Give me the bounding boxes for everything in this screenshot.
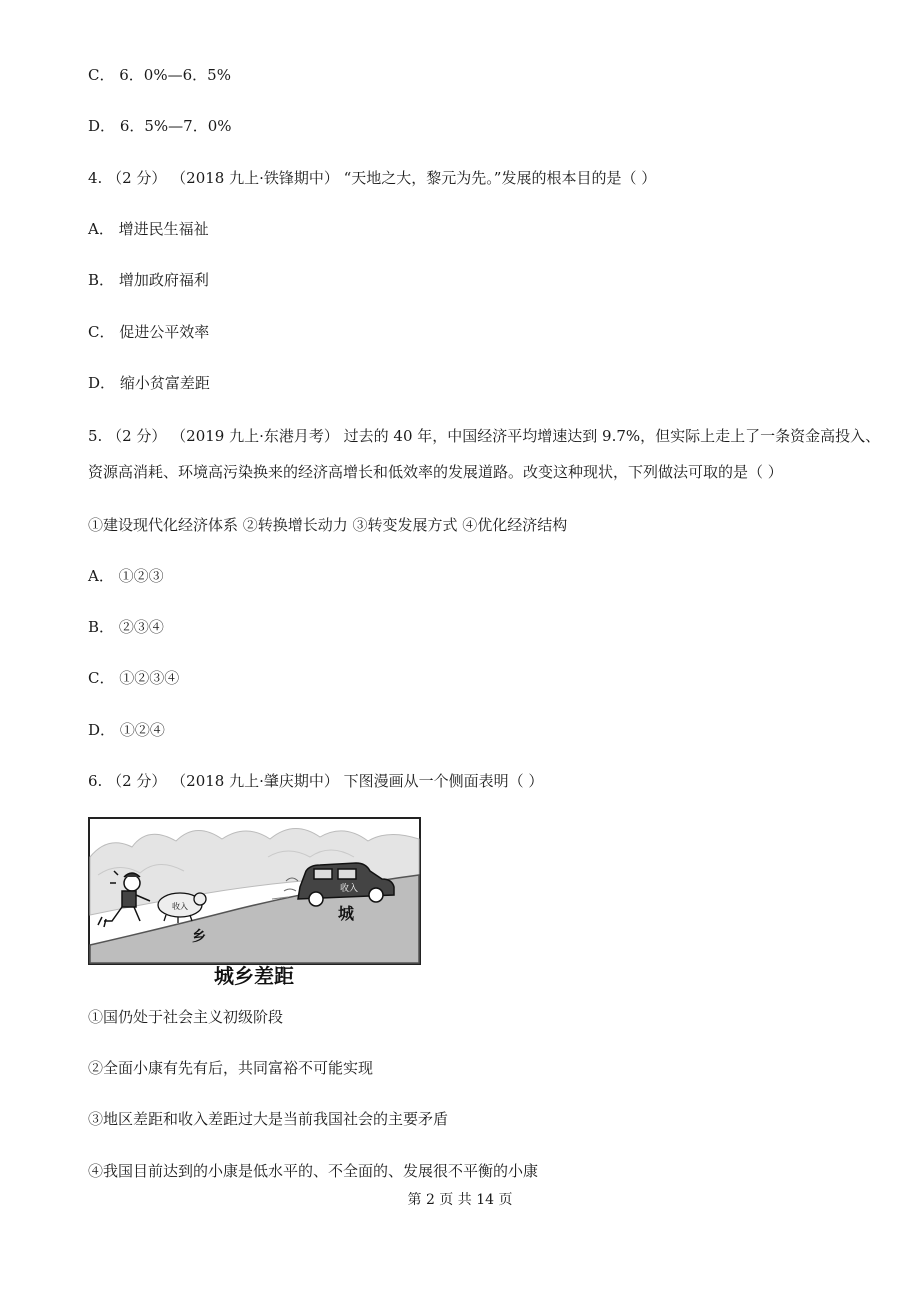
cartoon-caption: 城乡差距 xyxy=(214,964,294,987)
option-label: D． xyxy=(88,117,116,135)
option-text: ①②③④ xyxy=(119,669,180,687)
option-label: B． xyxy=(88,618,115,636)
pig-label: 收入 xyxy=(172,902,188,911)
option-label: B． xyxy=(88,271,115,289)
page-footer: 第 2 页 共 14 页 xyxy=(407,1192,513,1208)
option-label: C． xyxy=(88,323,115,341)
option-text: ①②④ xyxy=(119,721,165,739)
city-label: 城 xyxy=(338,904,355,923)
q5-option-c xyxy=(88,668,179,688)
q4-stem: 4. （2 分） （2018 九上·铁锋期中） “天地之大，黎元为先。”发展的根本目的是（ ） xyxy=(88,169,657,187)
option-label: C． xyxy=(88,66,115,84)
option-text: 促进公平效率 xyxy=(119,323,210,341)
car-label: 收入 xyxy=(340,884,359,894)
q3-option-d xyxy=(88,116,232,136)
q4-option-d xyxy=(88,373,210,393)
q4-option-b xyxy=(88,270,209,290)
option-label: A． xyxy=(88,220,114,238)
option-text: 增加政府福利 xyxy=(118,271,209,289)
option-text: 增进民生福祉 xyxy=(118,220,209,238)
country-label: 乡 xyxy=(192,929,206,945)
q6-stem: 6. （2 分） （2018 九上·肇庆期中） 下图漫画从一个侧面表明（ ） xyxy=(88,772,544,790)
option-text: ①②③ xyxy=(118,567,164,585)
q4-option-c xyxy=(88,322,209,342)
q5-option-b xyxy=(88,617,164,637)
q5-stem: 5. （2 分） （2019 九上·东港月考） 过去的 40 年，中国经济平均增速达到 9.7%，但实际上走上了一条资金高投入、资源高消耗、环境高污染换来的经济高增长和低效率的发展道路。改变这种现状，下列做法可取的是（ ） xyxy=(88,427,881,481)
q6-statement-1: ①国仍处于社会主义初级阶段 xyxy=(88,1008,284,1026)
q5-statements: ①建设现代化经济体系 ②转换增长动力 ③转变发展方式 ④优化经济结构 xyxy=(88,516,568,534)
option-text: 6．0%—6．5% xyxy=(119,66,231,84)
q5-option-d xyxy=(88,720,165,740)
option-label: D． xyxy=(88,721,116,739)
q4-option-a xyxy=(88,219,209,239)
option-label: A． xyxy=(88,567,114,585)
option-text: 6．5%—7．0% xyxy=(119,117,232,135)
option-label: D． xyxy=(88,374,116,392)
option-text: ②③④ xyxy=(118,618,164,636)
q6-statement-2: ②全面小康有先有后，共同富裕不可能实现 xyxy=(88,1059,374,1077)
q6-statement-3: ③地区差距和收入差距过大是当前我国社会的主要矛盾 xyxy=(88,1110,449,1128)
q6-statement-4: ④我国目前达到的小康是低水平的、不全面的、发展很不平衡的小康 xyxy=(88,1162,539,1180)
option-text: 缩小贫富差距 xyxy=(119,374,210,392)
cartoon-image xyxy=(88,817,421,987)
q3-option-c xyxy=(88,65,231,85)
q5-option-a xyxy=(88,566,164,586)
option-label: C． xyxy=(88,669,115,687)
